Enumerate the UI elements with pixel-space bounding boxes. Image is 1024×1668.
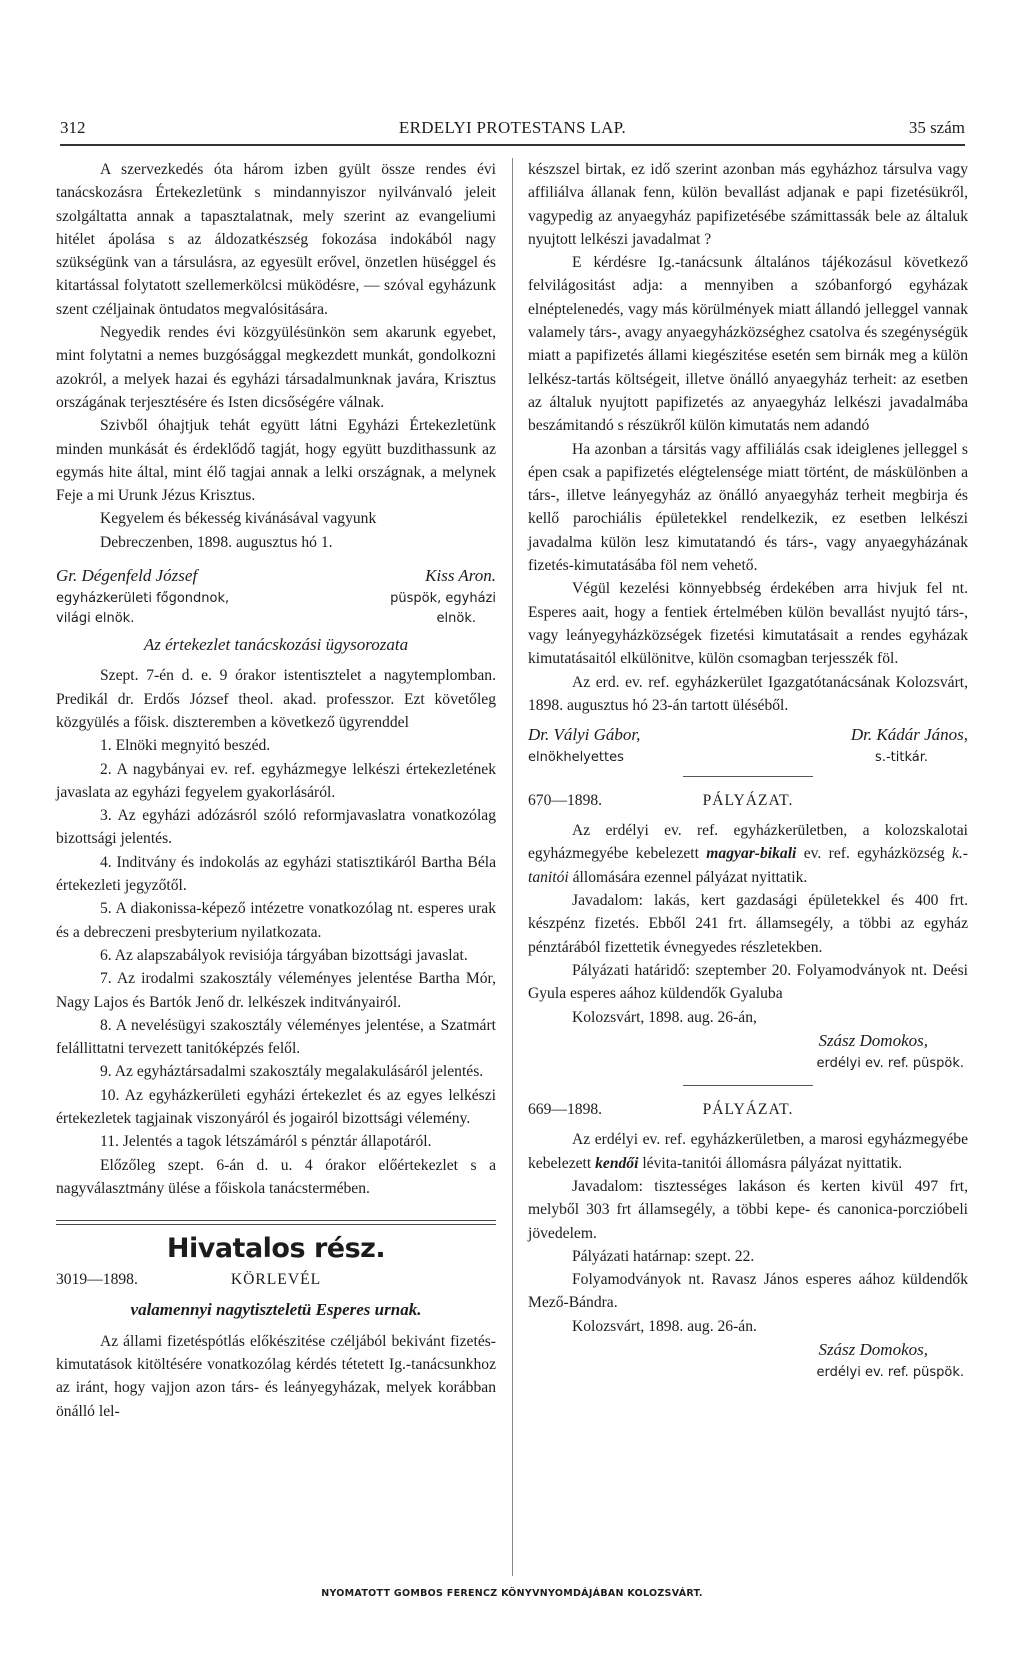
agenda-item: 6. Az alapszabályok revisiója tárgyában bizottsági javaslat. (100, 946, 468, 964)
paragraph: készszel birtak, ez idő szerint azonban más egyházhoz társulva vagy affiliálva állanak fenn, külön bevallást adjanak e papi fizetésükről, vagypedig az anyaegyház papifizetésébe számittassák bele az általuk nyujtott lelkészi javadalmat ? (528, 161, 968, 248)
signature-names (56, 564, 496, 587)
signature-left-role: világi elnök. (56, 611, 135, 627)
signature-roles (56, 587, 496, 607)
agenda-item: 2. A nagybányai ev. ref. egyházmegye lelkészi értekezletének javaslata az egyházi fegyelem gyakorlásáról. (56, 760, 496, 801)
signature-left-role: egyházkerületi főgondnok, (56, 591, 230, 607)
paragraph: Javadalom: lakás, kert gazdasági épületekkel és 400 frt. készpénz fizetés. Ebből 241 frt. államsegély, a többi az egyház pénztárából fizettetik évnegyedes részletekben. (528, 892, 968, 956)
date-line: Kolozsvárt, 1898. aug. 26-án. (572, 1317, 757, 1335)
paragraph: E kérdésre Ig.-tanácsunk általános tájékozásul következő felvilágositást adja: a mennyiben a szóbanforgó egyházak elnéptelenedés, vagy más körülmények miatt állandó jelleggel vannak valamely társ-, avagy anyaegyházközséghez csatolva és szegénységük miatt a papifizetés állami kiegészitése esetén sem birnák meg a külön lelkész-tartás költségeit, illetve önálló anyaegyház terheit: az esetben az általuk nyujtott papifizetés az anyaegyház lelkészi javadalmába beszámitandó s részükről külön kimutatás nem adandó (528, 254, 968, 435)
agenda-item: 7. Az irodalmi szakosztály véleményes jelentése Bartha Mór, Nagy Lajos és Bartók Jenő dr. lelkészek inditványairól. (56, 970, 496, 1011)
circular-reference (56, 1266, 496, 1292)
publication-title: ERDELYI PROTESTANS LAP. (398, 118, 627, 137)
date-line: Debreczenben, 1898. augusztus hó 1. (100, 533, 333, 551)
paragraph: Szivből óhajtjuk tehát együtt látni Egyházi Értekezletünk minden munkását és érdeklődő tagját, hogy együtt buzdithassunk az egymás hite által, mint élő tagjai annak a lelki országnak, a melynek Feje a mi Urunk Jézus Krisztus. (56, 417, 496, 505)
paragraph: A szervezkedés óta három izben gyült össze rendes évi tanácskozásra Értekezletünk s mindannyiszor nyilvánvaló jeleit szolgáltatta annak a tapasztalatnak, mely szerint az evangeliumi hitélet ápolása s az áldozatkészség fokozása indokából nagy szükségünk van a társulásra, az egyesült erővel, önzetlen hüséggel és kitartással folytatott szellemerkölcsi müködésre, — szóval egyházunk szent czéljainak öntudatos megvalósitására. (56, 161, 496, 318)
signature-name: Szász Domokos, (818, 1340, 928, 1360)
signature-names (528, 723, 968, 746)
date-line: Kolozsvárt, 1898. aug. 26-án, (572, 1008, 757, 1026)
issue-number: 35 szám (908, 118, 965, 137)
agenda-item: 3. Az egyházi adózásról szóló reformjavaslatra vonatkozólag bizottsági jelentés. (56, 807, 496, 848)
signature-right-role: s.-titkár. (875, 750, 928, 766)
competition-number: 670—1898. (528, 792, 603, 810)
section-rule (56, 1220, 496, 1225)
agenda-item: 1. Elnöki megnyitó beszéd. (100, 737, 271, 755)
agenda-item: 9. Az egyháztársadalmi szakosztály megalakulásáról jelentés. (100, 1063, 484, 1081)
signature-name: Szász Domokos, (818, 1030, 928, 1050)
competition-title: PÁLYÁZAT. (702, 792, 794, 810)
paragraph: Az erd. ev. ref. egyházkerület Igazgatótanácsának Kolozsvárt, 1898. augusztus hó 23-án tartott üléséből. (528, 673, 968, 714)
agenda-outro: Előzőleg szept. 6-án d. u. 4 órakor előértekezlet s a nagyválasztmány ülése a főiskola tanácstermében. (56, 1156, 496, 1197)
separator-rule (683, 776, 813, 777)
signature-right-role: püspök, egyházi (390, 591, 496, 607)
signature-roles (528, 746, 968, 766)
agenda-item: 8. A nevelésügyi szakosztály véleményes jelentése, a Szatmárt felállittatni tervezett tanitóképzés felől. (56, 1016, 496, 1058)
agenda-item: 5. A diakonissa-képező intézetre vonatkozólag nt. esperes urak és a debreczeni presbyterium nyilatkozata. (56, 900, 496, 941)
section-heading: Hivatalos rész. (166, 1233, 386, 1265)
right-column (528, 158, 968, 1385)
left-column (56, 158, 496, 1423)
place-name: kendői (595, 1154, 639, 1172)
agenda-intro: Szept. 7-én d. e. 9 órakor istentisztelet a nagytemplomban. Predikál dr. Erdős József theol. akad. professzor. Ezt követőleg közgyülés a főisk. diszteremben a következő ügyrenddel (56, 667, 496, 731)
paragraph: Javadalom: tisztességes lakáson és kerten kivül 497 frt, melyből 303 frt államsegély, a többi kepe- és canonica-porczióbeli jövedelem. (528, 1177, 968, 1242)
agenda-title: Az értekezlet tanácskozási ügysorozata (143, 635, 409, 655)
paragraph: Az erdélyi ev. ref. egyházkerületben, a marosi egyházmegyébe kebelezett kendői lévita-tanitói állomásra pályázat nyittatik. (528, 1131, 968, 1172)
post-name: k.-tanitói (528, 845, 968, 886)
printer-imprint: NYOMATOTT GOMBOS FERENCZ KÖNYVNYOMDÁJÁBAN KOLOZSVÁRT. (321, 1588, 703, 1599)
signature-right-name: Dr. Kádár János, (850, 725, 968, 745)
signature-role: erdélyi ev. ref. püspök. (816, 1056, 964, 1072)
circular-title: KÖRLEVÉL (230, 1271, 322, 1289)
paragraph: Az állami fizetéspótlás előkészitése czéljából bekivánt fizetés-kimutatások kitöltésére vonatkozólag kérdés tétetett Ig.-tanácsunkhoz az iránt, hogy vajjon azon társ- és leányegyházak, melyek korábban önálló lel- (56, 1332, 496, 1420)
paragraph: Folyamodványok nt. Ravasz János esperes aához küldendők Mező-Bándra. (528, 1271, 968, 1312)
signature-right-role: elnök. (436, 611, 476, 627)
paragraph: Ha azonban a társitás vagy affiliálás csak ideiglenes jelleggel s épen csak a papifizetés elégtelensége miatt történt, de máskülönben a társ-, illetve leányegyház az önálló anyaegyház terheit megbirja és kellő parochiális épületekkel rendelkezik, ez esetben lelkészi javadalma külön lesz kimutatandó és társ-, vagy anyaegyházának fizetés-kimutatásába föl nem vehető. (528, 440, 968, 575)
separator-rule (683, 1085, 813, 1086)
paragraph: Az erdélyi ev. ref. egyházkerületben, a kolozskalotai egyházmegyébe kebelezett magyar-bikali ev. ref. egyházközség k.-tanitói állomására ezennel pályázat nyittatik. (528, 822, 968, 886)
agenda-item: 4. Inditvány és indokolás az egyházi statisztikáról Bartha Béla értekezleti jegyzőtől. (56, 853, 496, 895)
circular-addressee: valamennyi nagytiszteletü Esperes urnak. (130, 1300, 422, 1320)
signature-left-name: Gr. Dégenfeld József (56, 566, 198, 586)
signature-roles (56, 607, 496, 627)
agenda-item: 11. Jelentés a tagok létszámáról s pénztár állapotáról. (100, 1133, 432, 1151)
competition-title: PÁLYÁZAT. (702, 1101, 794, 1119)
competition-number: 669—1898. (528, 1101, 603, 1119)
competition-reference (528, 1096, 968, 1122)
signature-right-name: Kiss Aron. (425, 566, 496, 586)
column-divider (512, 158, 513, 1576)
competition-reference (528, 787, 968, 813)
paragraph: Kegyelem és békesség kivánásával vagyunk (100, 510, 377, 528)
signature-left-role: elnökhelyettes (528, 750, 624, 766)
place-name: magyar-bikali (706, 845, 797, 863)
paragraph: Pályázati határnap: szept. 22. (572, 1247, 755, 1265)
signature-role: erdélyi ev. ref. püspök. (816, 1365, 964, 1381)
paragraph: Végül kezelési könnyebbség érdekében arra hivjuk fel nt. Esperes aait, hogy a fentiek értelmében külön bevallást nyujtó társ-, vagy leányegyházközségek fizetési kimutatásait a rendes egyházak kimutatásaitól elkülönitve, külön csomagban terjesszék föl. (528, 580, 968, 668)
paragraph: Pályázati határidő: szeptember 20. Folyamodványok nt. Deési Gyula esperes aához küldendők Gyaluba (528, 961, 968, 1003)
circular-number: 3019—1898. (56, 1271, 138, 1289)
agenda-item: 10. Az egyházkerületi egyházi értekezlet és az egyes lelkészi értekezletek tagjainak viszonyáról és jogairól bizottsági vélemény. (56, 1086, 496, 1127)
page-header (60, 118, 965, 142)
header-rule (60, 144, 965, 146)
signature-left-name: Dr. Vályi Gábor, (528, 725, 641, 745)
page-number: 312 (60, 118, 86, 137)
paragraph: Negyedik rendes évi közgyülésünkön sem akarunk egyebet, mint folytatni a nemes buzgósággal megkezdett munkát, gondolkozni azokról, a melyek hazai és egyházi társadalmunknak javára, Krisztus országának terjesztésére és Isten dicsőségére válnak. (56, 324, 496, 411)
